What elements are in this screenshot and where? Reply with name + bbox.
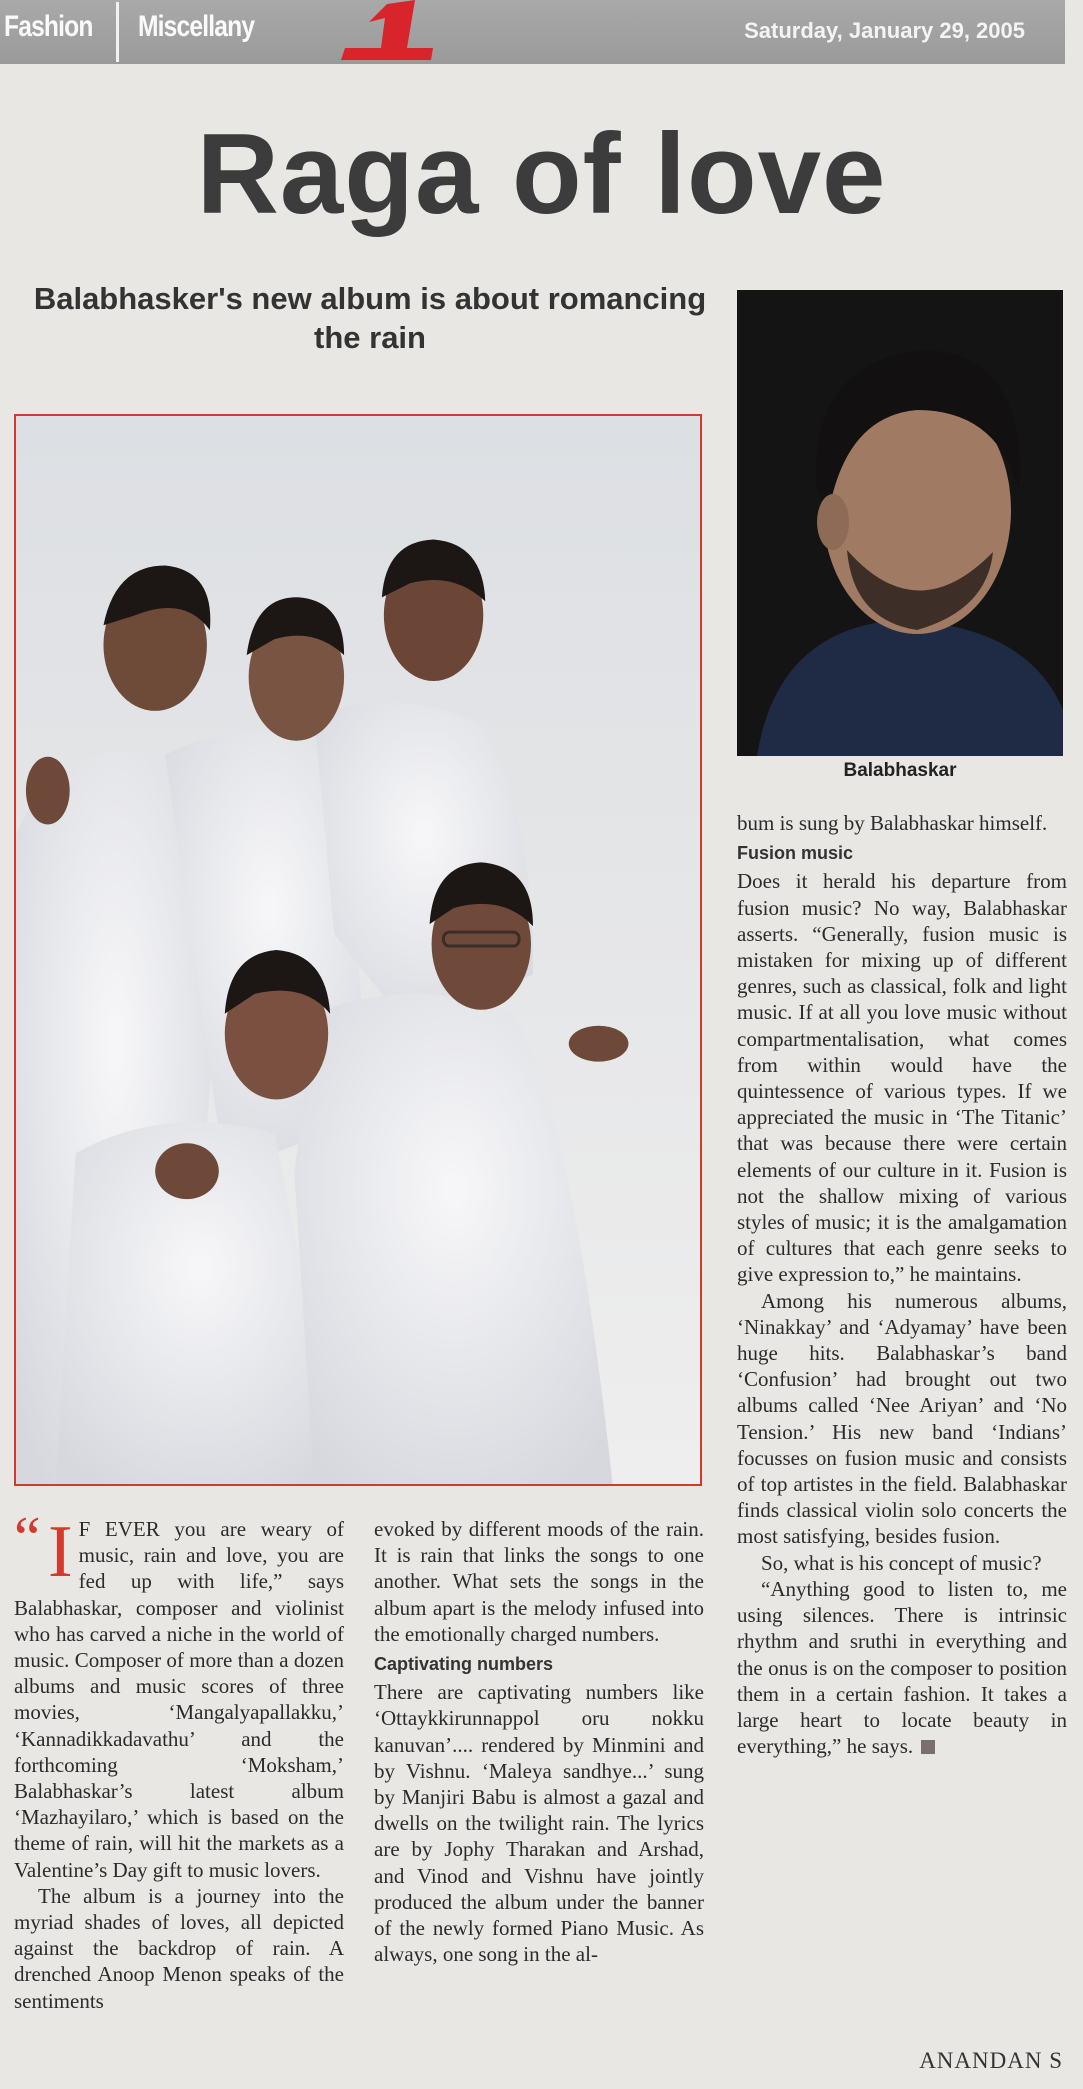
paragraph: The album is a journey into the myriad shades of loves, all depicted against the backdrop of rain. A drenched Anoop Menon speaks of the sentiments [14,1883,344,2013]
section-label-fashion: Fashion [4,10,93,43]
paragraph: There are captivating numbers like ‘Ottaykkirunnappol oru nokku kanuvan’.... rendered by Minmini and by Vishnu. ‘Maleya sandhye...’ sung by Manjiri Babu is almost a gazal and dwells on the twilight rain. The lyrics are by Jophy Tharakan and Arshad, and Vinod and Vishnu have jointly produced the album under the banner of the newly formed Piano Music. As always, one song in the al- [374,1680,704,1967]
photo-caption: Balabhaskar [843,760,957,781]
newspaper-logo-icon [335,0,445,64]
section-header-bar [0,0,1065,64]
header-divider [116,2,119,62]
paragraph: So, what is his concept of music? [761,1550,1042,1575]
balabhaskar-portrait-photo [737,290,1063,756]
paragraph: evoked by different moods of the rain. It is rain that links the songs to one another. What sets the songs in the album apart is the melody infused into the emotionally charged numbers. [374,1517,704,1646]
headline: Raga of love [196,111,887,238]
section-label-miscellany: Miscellany [138,10,255,43]
article-column-2 [374,1516,704,1967]
section-heading-captivating-numbers: Captivating numbers [374,1654,554,1675]
section-heading-fusion-music: Fusion music [737,843,854,864]
opening-quote-mark: “ [14,1505,41,1571]
author-byline: ANANDAN S [919,2048,1063,2073]
end-of-article-mark-icon [921,1740,935,1754]
subheadline: Balabhasker's new album is about romancing the rain [33,281,707,355]
issue-date: Saturday, January 29, 2005 [744,18,1025,43]
band-group-photo [14,414,702,1486]
article-column-1 [14,1505,344,2014]
paragraph: Does it herald his departure from fusion music? No way, Balabhaskar asserts. “Generally, fusion music is mistaken for mixing up of different genres, such as classical, folk and light music. If at all you love music without compartmentalisation, what comes from within would have the quintessence of various types. If we appreciated the music in ‘The Titanic’ that was because there were certain elements of our culture in it. Fusion is not the shallow mixing of various styles of music; it is the amalgamation of cultures that each genre seeks to give expression to,” he maintains. [737,869,1067,1287]
paragraph-closing [737,1576,1067,1759]
lead-paragraph [14,1505,344,1883]
closing-text: “Anything good to listen to, me using silences. There is intrinsic rhythm and sruthi in everything and the onus is on the composer to position them in a certain fashion. It takes a large heart to locate beauty in everything,” he says. [737,1576,1067,1759]
drop-cap: I [48,1511,73,1593]
paragraph: F EVER you are weary of music, rain and love, you are fed up with life,” says Balabhaskar, composer and violinist who has carved a niche in the world of music. Composer of more than a dozen albums and music scores of three movies, ‘Mangalyapallakku,’ ‘Kannadikkadavathu’ and the forthcoming ‘Moksham,’ Balabhaskar’s latest album ‘Mazhayilaro,’ which is based on the theme of rain, will hit the markets as a Valentine’s Day gift to music lovers. [14,1517,344,1882]
paragraph: Among his numerous albums, ‘Ninakkay’ and ‘Adyamay’ have been huge hits. Balabhaskar’s band ‘Confusion’ had brought out two albums called ‘Nee Ariyan’ and ‘No Tension.’ His new band ‘Indians’ focusses on fusion music and consists of top artistes in the field. Balabhaskar finds classical violin solo concerts the most satisfying, besides fusion. [737,1288,1067,1549]
article-column-3 [737,810,1067,1759]
paragraph: bum is sung by Balabhaskar himself. [737,811,1048,835]
